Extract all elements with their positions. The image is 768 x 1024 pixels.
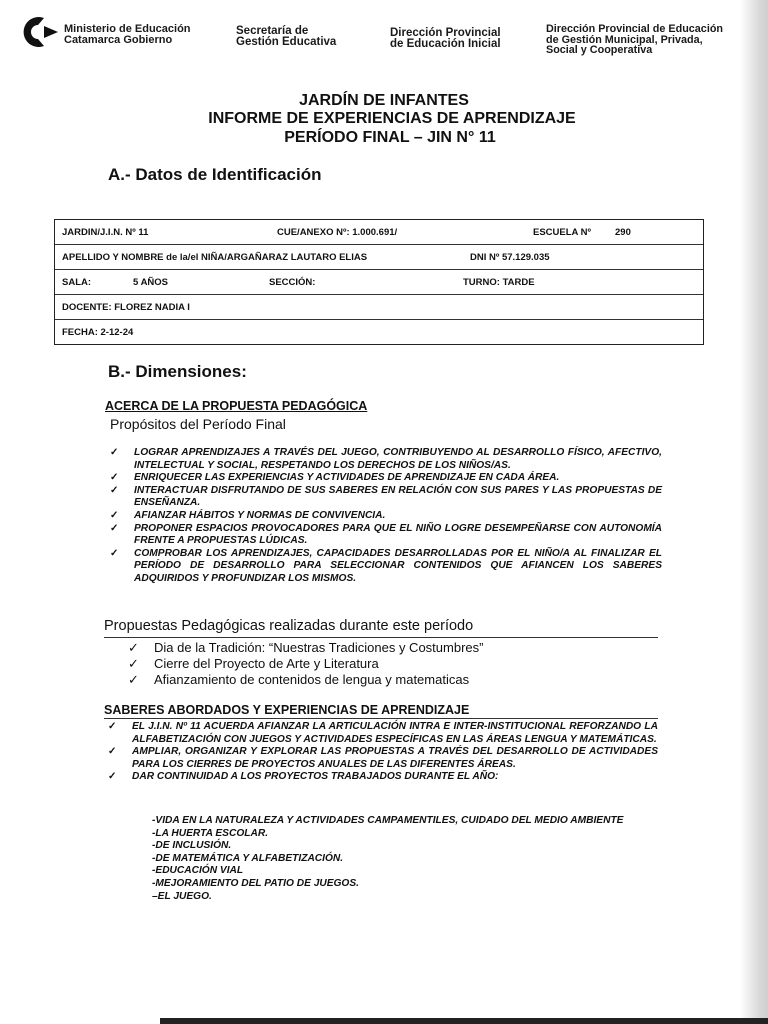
list-item-text: EL J.I.N. Nº 11 ACUERDA AFIANZAR LA ARTICULACIÓN INTRA E INTER-INSTITUCIONAL REFORZANDO LA ALFABETIZACIÓN CON JUEGOS Y ACTIVIDADES ESPECÍFICAS EN LAS ÁREAS LENGUA Y MATEMÁTICAS. [132, 721, 658, 745]
fecha-cell: FECHA: 2-12-24 [62, 327, 134, 338]
ministry-logo-icon [14, 14, 62, 50]
check-icon: ✓ [110, 484, 119, 496]
apellido-cell: APELLIDO Y NOMBRE de la/el NIÑA/ARGAÑARAZ LAUTARO ELIAS [62, 252, 368, 263]
realizadas-rule [104, 637, 658, 638]
letterhead [14, 12, 754, 62]
list-item-text: AFIANZAR HÁBITOS Y NORMAS DE CONVIVENCIA. [134, 509, 386, 521]
escuela-value: 290 [615, 227, 631, 238]
list-item [108, 771, 658, 784]
list-item: -MEJORAMIENTO DEL PATIO DE JUEGOS. [152, 877, 359, 889]
list-item [108, 721, 658, 746]
list-item-text: Dia de la Tradición: “Nuestras Tradiciones y Costumbres” [154, 640, 484, 655]
list-item: -LA HUERTA ESCOLAR. [152, 827, 269, 839]
list-item [108, 746, 658, 771]
propositos-subheading: Propósitos del Período Final [110, 416, 286, 432]
check-icon: ✓ [128, 672, 139, 687]
check-icon: ✓ [108, 746, 117, 758]
list-item [110, 510, 662, 523]
seccion-cell: SECCIÓN: [269, 277, 316, 288]
propositos-list [110, 447, 662, 586]
list-item: -DE MATEMÁTICA Y ALFABETIZACIÓN. [152, 852, 344, 864]
saberes-rule [104, 718, 658, 719]
propuesta-heading: ACERCA DE LA PROPUESTA PEDAGÓGICA [105, 399, 368, 413]
turno-cell: TURNO: TARDE [463, 277, 535, 288]
org-direccion-municipal: Dirección Provincial de Educación de Gestión Municipal, Privada, Social y Cooperativa [546, 23, 724, 56]
proyectos-sublist [128, 815, 658, 903]
list-item-text: Afianzamiento de contenidos de lengua y matematicas [154, 672, 470, 687]
page-bottom-edge [160, 1018, 768, 1024]
docente-cell: DOCENTE: FLOREZ NADIA I [62, 302, 190, 313]
section-b-heading: B.- Dimensiones: [108, 362, 247, 381]
saberes-heading: SABERES ABORDADOS Y EXPERIENCIAS DE APRENDIZAJE [104, 703, 470, 717]
list-item-text: PROPONER ESPACIOS PROVOCADORES PARA QUE EL NIÑO LOGRE DESEMPEÑARSE CON AUTONOMÍA FRENTE A PROPUESTAS LÚDICAS. [134, 522, 662, 547]
check-icon: ✓ [110, 509, 119, 521]
table-row [55, 220, 703, 245]
check-icon: ✓ [108, 771, 117, 783]
list-item [128, 672, 483, 688]
page-edge-shadow [740, 0, 768, 1024]
list-item [110, 548, 662, 586]
realizadas-heading: Propuestas Pedagógicas realizadas durante este período [104, 618, 474, 634]
jardin-cell: JARDIN/J.I.N. Nº 11 [62, 227, 149, 238]
check-icon: ✓ [110, 547, 119, 559]
table-row [55, 320, 703, 344]
sala-label: SALA: [62, 277, 92, 288]
table-row [55, 270, 703, 295]
realizadas-list [128, 640, 483, 688]
list-item-text: COMPROBAR LOS APRENDIZAJES, CAPACIDADES DESARROLLADAS POR EL NIÑO/A AL FINALIZAR EL PERÍODO DE DESARROLLO PARA SELECCIONAR CONTENIDOS QUE AFIANCEN LOS SABERES ADQUIRIDOS Y PROFUNDIZAR LOS MISMOS. [134, 547, 662, 584]
sala-value: 5 AÑOS [133, 277, 169, 288]
table-row [55, 295, 703, 320]
org-ministerio: Ministerio de Educación Catamarca Gobierno [64, 23, 191, 46]
list-item [128, 656, 483, 672]
escuela-label: ESCUELA Nº [533, 227, 592, 238]
list-item: -VIDA EN LA NATURALEZA Y ACTIVIDADES CAMPAMENTILES, CUIDADO DEL MEDIO AMBIENTE [152, 815, 624, 826]
org-direccion-inicial: Dirección Provincial de Educación Inicial [390, 27, 501, 50]
check-icon: ✓ [128, 656, 139, 671]
list-item: -EDUCACIÓN VIAL [152, 865, 244, 877]
identification-table [54, 219, 704, 345]
title-line-1: JARDÍN DE INFANTES [299, 92, 469, 109]
list-item: –EL JUEGO. [152, 890, 212, 902]
check-icon: ✓ [128, 640, 139, 655]
list-item [110, 472, 662, 485]
check-icon: ✓ [108, 721, 117, 732]
list-item [128, 640, 483, 656]
table-row [55, 245, 703, 270]
check-icon: ✓ [110, 447, 119, 458]
list-item-text: LOGRAR APRENDIZAJES A TRAVÉS DEL JUEGO, CONTRIBUYENDO AL DESARROLLO FÍSICO, AFECTIVO, INTELECTUAL Y SOCIAL, RESPETANDO LOS DERECHOS DE LOS NIÑOS/AS. [134, 447, 662, 471]
list-item [110, 523, 662, 548]
list-item: -DE INCLUSIÓN. [152, 840, 232, 852]
org-secretaria: Secretaría de Gestión Educativa [236, 25, 337, 48]
list-item-text: ENRIQUECER LAS EXPERIENCIAS Y ACTIVIDADES DE APRENDIZAJE EN CADA ÁREA. [134, 472, 560, 484]
dni-cell: DNI Nº 57.129.035 [470, 252, 550, 263]
list-item-text: DAR CONTINUIDAD A LOS PROYECTOS TRABAJADOS DURANTE EL AÑO: [132, 771, 499, 783]
title-line-3: PERÍODO FINAL – JIN N° 11 [284, 129, 496, 146]
title-line-2: INFORME DE EXPERIENCIAS DE APRENDIZAJE [208, 110, 576, 127]
list-item-text: AMPLIAR, ORGANIZAR Y EXPLORAR LAS PROPUESTAS A TRAVÉS DEL DESARROLLO DE ACTIVIDADES PARA LOS CIERRES DE PROYECTOS ANUALES DE LAS DIFERENTES ÁREAS. [132, 746, 658, 770]
check-icon: ✓ [110, 522, 119, 534]
list-item-text: INTERACTUAR DISFRUTANDO DE SUS SABERES EN RELACIÓN CON SUS PARES Y LAS PROPUESTAS DE ENSEÑANZA. [134, 484, 662, 509]
list-item-text: Cierre del Proyecto de Arte y Literatura [154, 656, 379, 671]
cue-cell: CUE/ANEXO Nº: 1.000.691/ [277, 227, 398, 238]
section-a-heading: A.- Datos de Identificación [108, 165, 322, 184]
check-icon: ✓ [110, 472, 119, 484]
saberes-list [108, 721, 658, 784]
list-item [110, 485, 662, 510]
list-item [110, 447, 662, 472]
